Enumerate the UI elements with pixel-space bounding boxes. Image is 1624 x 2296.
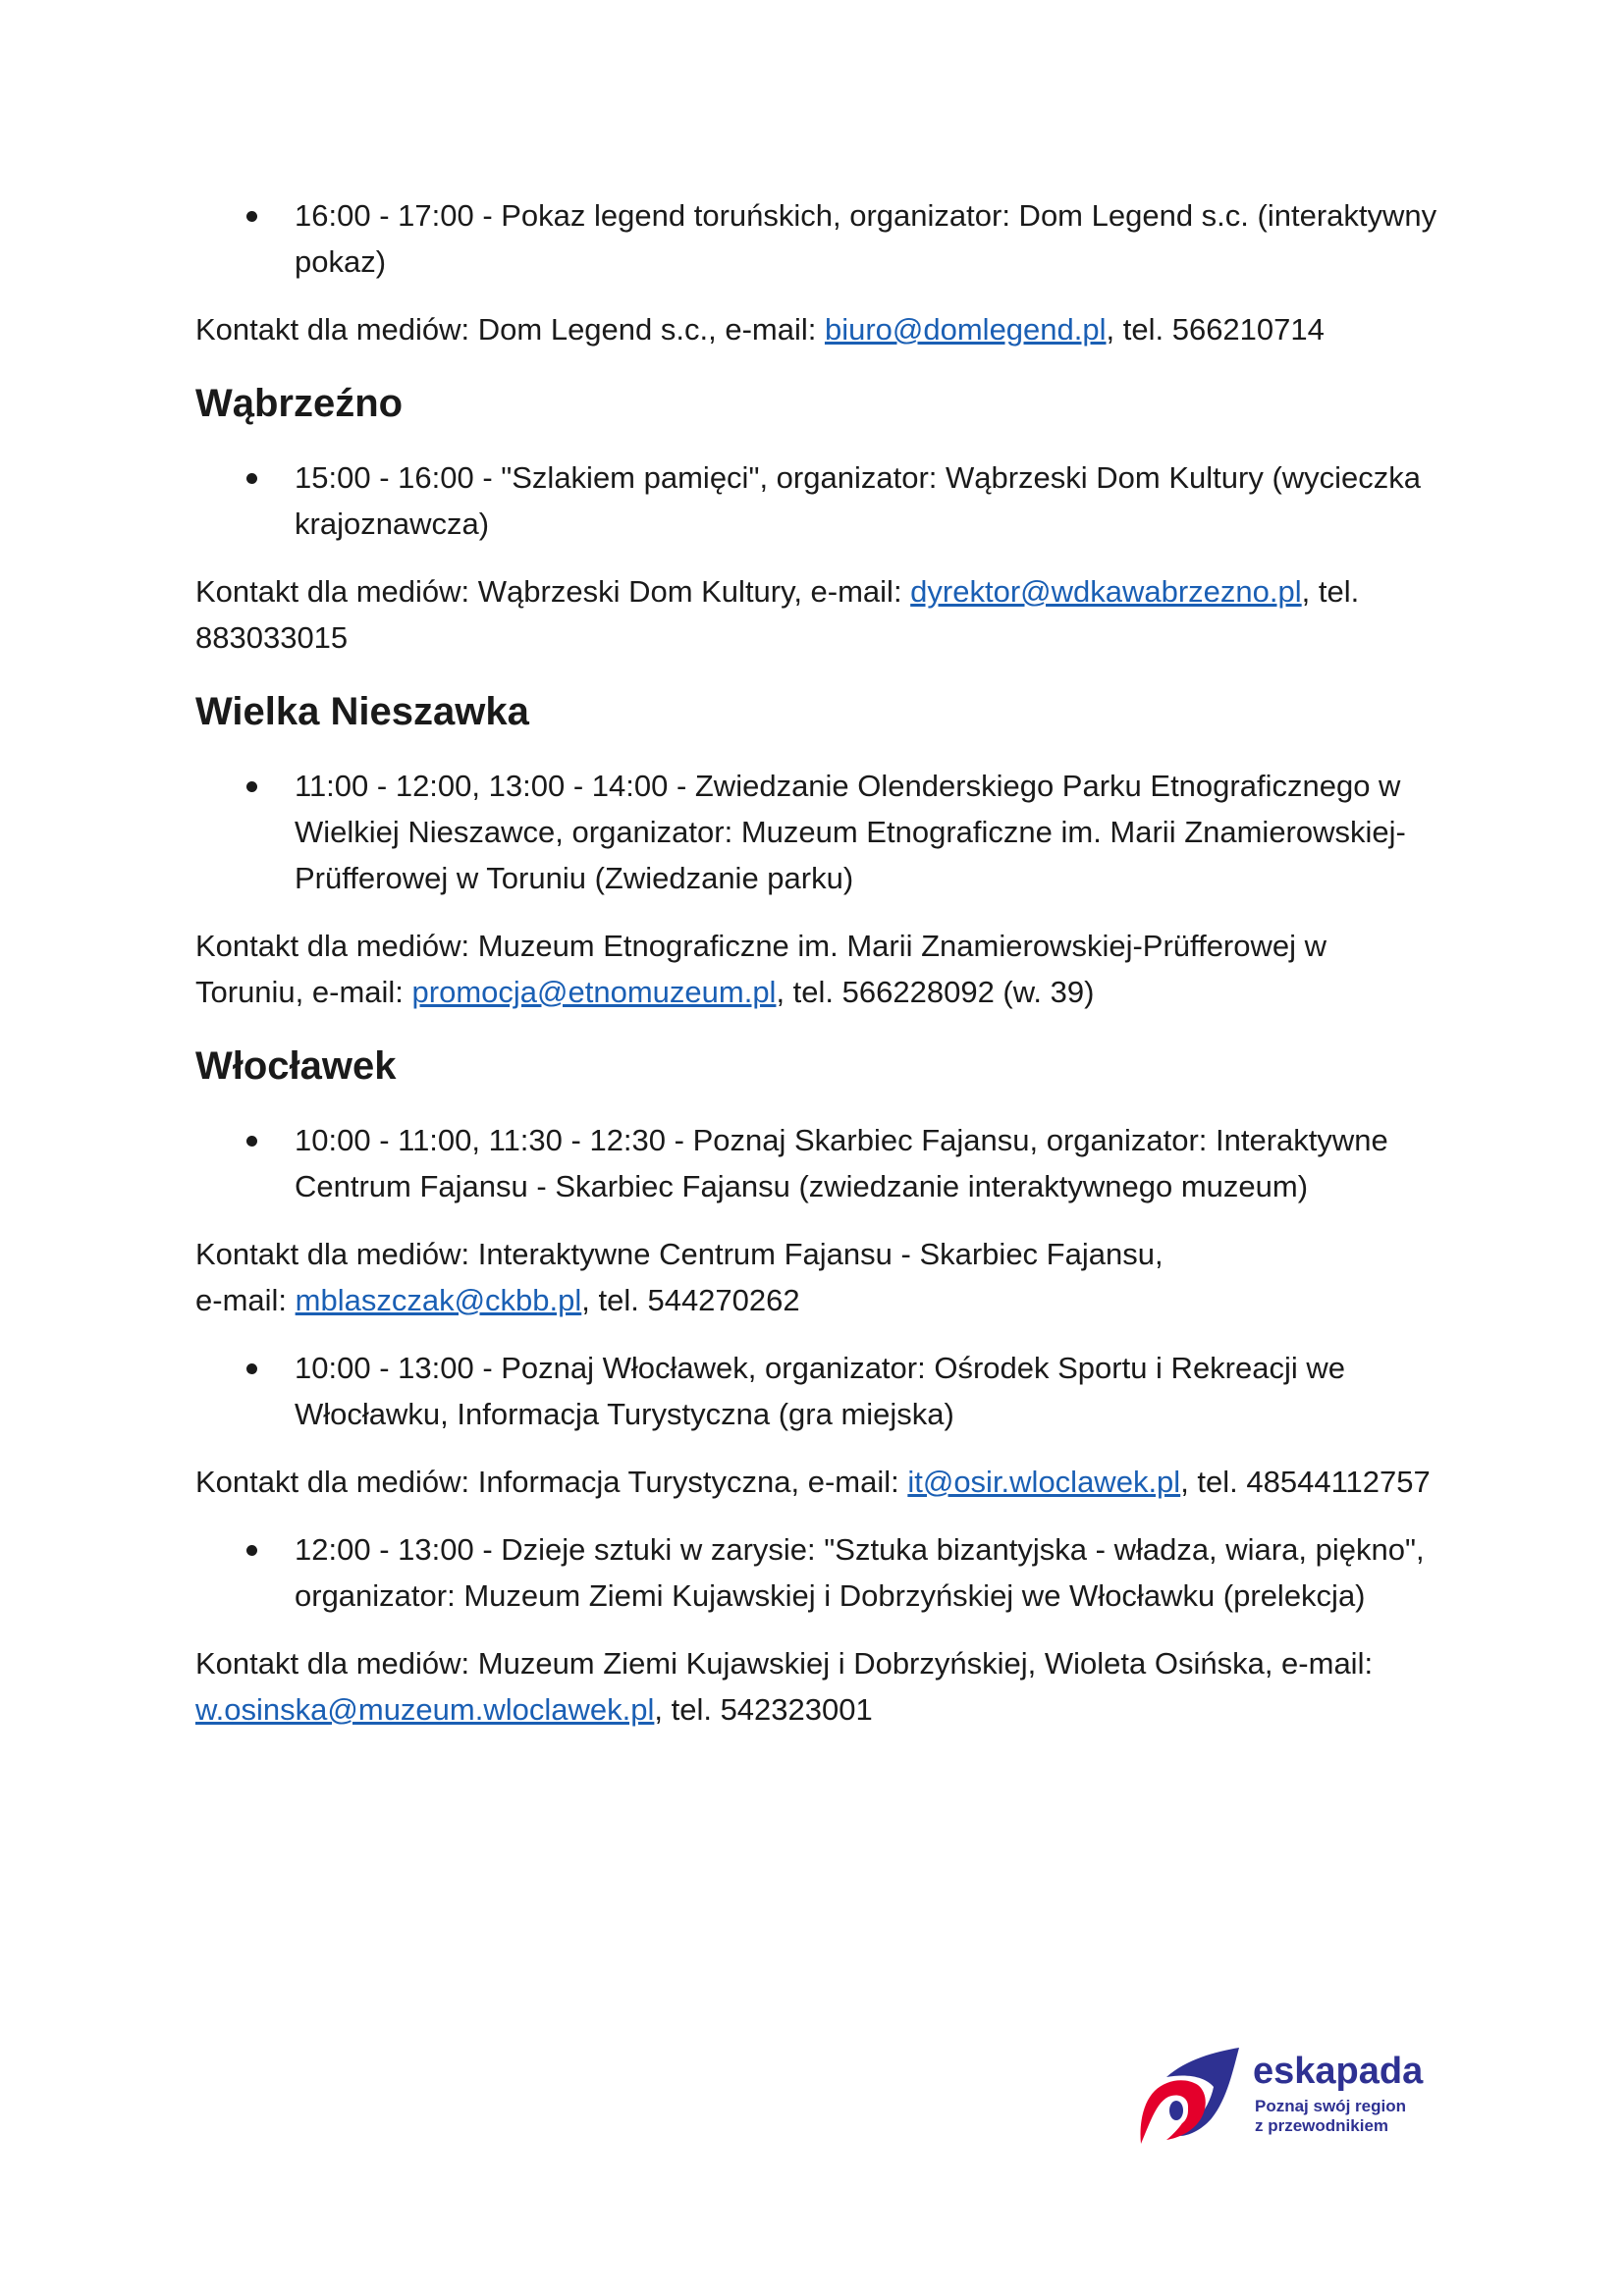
bullet-dot [246, 473, 257, 484]
section-heading-wielka-nieszawka: Wielka Nieszawka [195, 690, 529, 733]
eskapada-mark-icon [1137, 2048, 1243, 2144]
bullet-dot [246, 781, 257, 792]
media-contact [195, 923, 1442, 1015]
contact-suffix: , tel. 566210714 [1106, 312, 1325, 347]
contact-prefix: Kontakt dla mediów: Informacja Turystyczna, e-mail: [195, 1465, 908, 1499]
contact-suffix: , tel. 544270262 [581, 1283, 800, 1317]
media-contact [195, 568, 1442, 661]
contact-suffix: , tel. 566228092 (w. 39) [776, 975, 1095, 1009]
bullet-dot [246, 1136, 257, 1147]
section-heading-wabrzezno: Wąbrzeźno [195, 382, 404, 425]
logo-subtitle-line: Poznaj swój region [1255, 2097, 1406, 2115]
contact-suffix: , tel. 883033015 [195, 574, 1360, 655]
event-text: 10:00 - 13:00 - Poznaj Włocławek, organizator: Ośrodek Sportu i Rekreacji we Włocławku, Informacja Turystyczna (gra miejska) [295, 1351, 1345, 1431]
event-item [195, 1117, 1442, 1209]
document-content [195, 192, 1442, 1733]
media-contact [195, 1459, 1442, 1505]
event-text: 16:00 - 17:00 - Pokaz legend toruńskich, organizator: Dom Legend s.c. (interaktywny pokaz) [295, 198, 1437, 279]
contact-prefix: Kontakt dla mediów: Muzeum Etnograficzne im. Marii Znamierowskiej-Prüfferowej w Toruniu, e-mail: [195, 929, 1327, 1009]
event-text: 15:00 - 16:00 - "Szlakiem pamięci", organizator: Wąbrzeski Dom Kultury (wycieczka krajoznawcza) [295, 460, 1422, 541]
event-item [195, 192, 1442, 285]
media-contact [195, 306, 1442, 352]
event-text: 12:00 - 13:00 - Dzieje sztuki w zarysie: "Sztuka bizantyjska - władza, wiara, piękno", organizator: Muzeum Ziemi Kujawskiej i Dobrzyńskiej we Włocławku (prelekcja) [295, 1532, 1425, 1613]
media-contact [195, 1231, 1442, 1323]
email-link[interactable]: mblaszczak@ckbb.pl [295, 1283, 582, 1317]
event-item [195, 1526, 1442, 1619]
media-contact [195, 1640, 1442, 1733]
section-heading-wloclawek: Włocławek [195, 1044, 397, 1088]
contact-prefix: Kontakt dla mediów: Wąbrzeski Dom Kultury, e-mail: [195, 574, 911, 609]
bullet-dot [246, 211, 257, 222]
logo-subtitle [1255, 2097, 1406, 2136]
email-link[interactable]: w.osinska@muzeum.wloclawek.pl [195, 1692, 655, 1727]
email-link[interactable]: dyrektor@wdkawabrzezno.pl [910, 574, 1302, 609]
contact-line: Kontakt dla mediów: Interaktywne Centrum Fajansu - Skarbiec Fajansu, [195, 1237, 1164, 1271]
contact-suffix: , tel. 542323001 [654, 1692, 873, 1727]
logo-title: eskapada [1253, 2051, 1424, 2092]
contact-suffix: , tel. 48544112757 [1180, 1465, 1431, 1499]
event-item [195, 454, 1442, 547]
email-link[interactable]: promocja@etnomuzeum.pl [411, 975, 777, 1009]
logo-subtitle-line: z przewodnikiem [1255, 2116, 1389, 2135]
email-link[interactable]: it@osir.wloclawek.pl [907, 1465, 1181, 1499]
event-item [195, 763, 1442, 901]
event-text: 10:00 - 11:00, 11:30 - 12:30 - Poznaj Skarbiec Fajansu, organizator: Interaktywne Centrum Fajansu - Skarbiec Fajansu (zwiedzanie interaktywnego muzeum) [295, 1123, 1388, 1203]
bullet-dot [246, 1545, 257, 1556]
event-item [195, 1345, 1442, 1437]
contact-prefix: Kontakt dla mediów: Muzeum Ziemi Kujawskiej i Dobrzyńskiej, Wioleta Osińska, e-mail: [195, 1646, 1374, 1681]
email-link[interactable]: biuro@domlegend.pl [824, 312, 1107, 347]
eskapada-logo [1137, 2048, 1422, 2144]
bullet-dot [246, 1363, 257, 1374]
event-text: 11:00 - 12:00, 13:00 - 14:00 - Zwiedzanie Olenderskiego Parku Etnograficznego w Wielkiej Nieszawce, organizator: Muzeum Etnograficzne im. Marii Znamierowskiej-Prüfferowej w Toruniu (Zwiedzanie parku) [295, 769, 1406, 895]
contact-prefix: e-mail: [195, 1283, 296, 1317]
contact-prefix: Kontakt dla mediów: Dom Legend s.c., e-mail: [195, 312, 825, 347]
